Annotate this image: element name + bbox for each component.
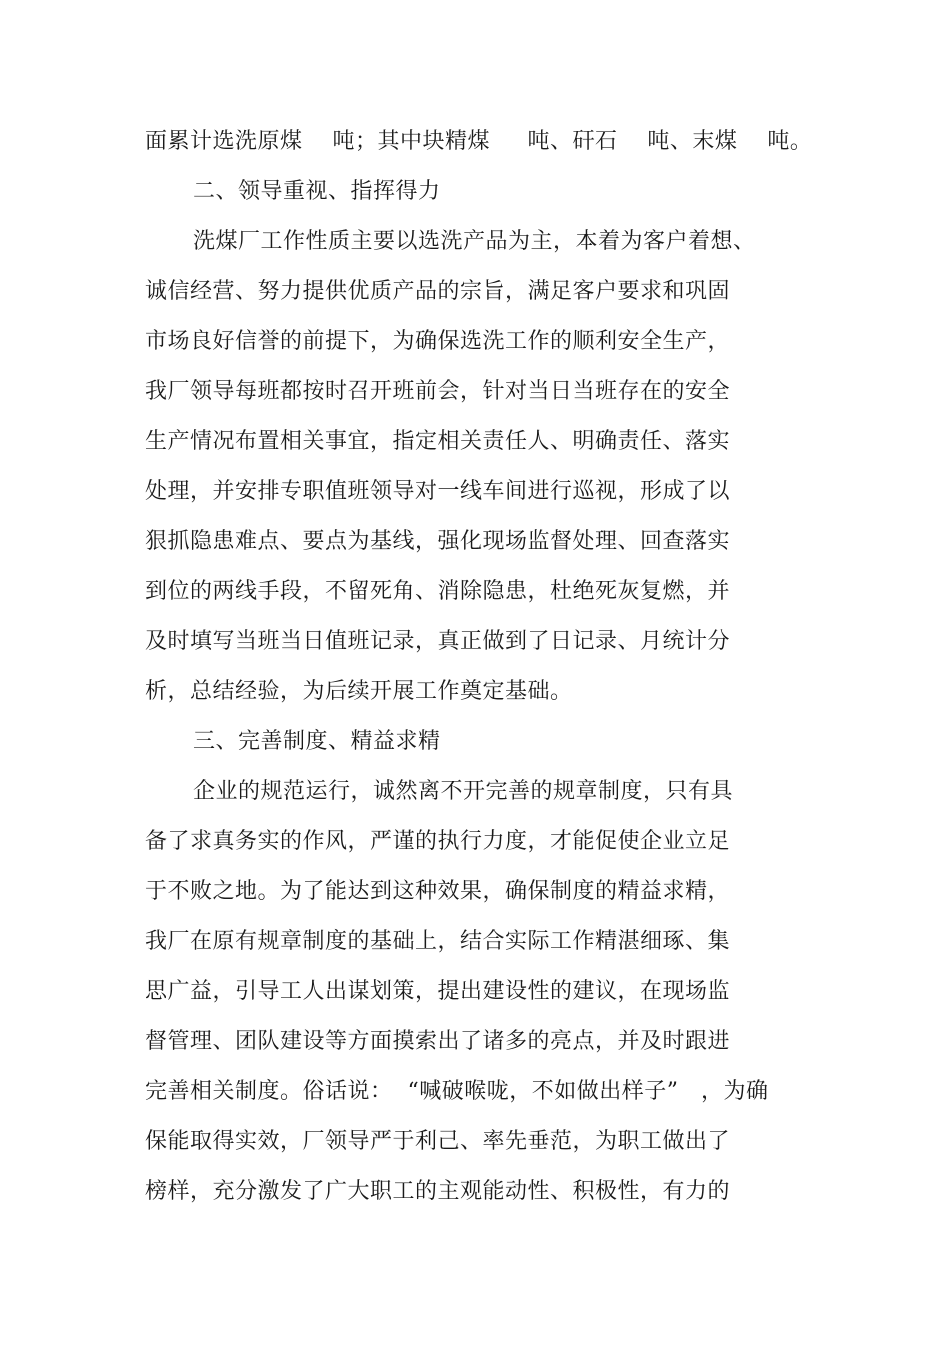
text-line: 析，总结经验，为后续开展工作奠定基础。 [145,679,573,704]
text-line: 我厂在原有规章制度的基础上，结合实际工作精湛细琢、集 [145,929,731,954]
text-line: 于不败之地。为了能达到这种效果，确保制度的精益求精， [145,879,731,904]
text-line: 督管理、团队建设等方面摸索出了诸多的亮点，并及时跟进 [145,1029,731,1054]
text-line: 保能取得实效，厂领导严于利己、率先垂范，为职工做出了 [145,1129,731,1154]
text-line: 到位的两线手段，不留死角、消除隐患，杜绝死灰复燃，并 [145,579,731,604]
text-line: 企业的规范运行，诚然离不开完善的规章制度，只有具 [193,779,734,804]
section-heading: 二、领导重视、指挥得力 [193,179,441,204]
text-line: 生产情况布置相关事宜，指定相关责任人、明确责任、落实 [145,429,731,454]
text-line: 及时填写当班当日值班记录，真正做到了日记录、月统计分 [145,629,731,654]
text-line: 备了求真务实的作风，严谨的执行力度，才能促使企业立足 [145,829,731,854]
text-line: 诚信经营、努力提供优质产品的宗旨，满足客户要求和巩固 [145,279,731,304]
text-line: 狠抓隐患难点、要点为基线，强化现场监督处理、回查落实 [145,529,731,554]
text-line: 思广益，引导工人出谋划策，提出建设性的建议，在现场监 [145,979,731,1004]
section-heading: 三、完善制度、精益求精 [193,729,441,754]
text-line: 榜样，充分激发了广大职工的主观能动性、积极性，有力的 [145,1179,731,1204]
text-line: 洗煤厂工作性质主要以选洗产品为主，本着为客户着想、 [193,229,756,254]
text-line: 完善相关制度。俗话说： “喊破喉咙，不如做出样子” ，为确 [145,1079,769,1104]
text-line: 面累计选洗原煤 吨；其中块精煤 吨、矸石 吨、末煤 吨。 [145,129,813,154]
text-line: 我厂领导每班都按时召开班前会，针对当日当班存在的安全 [145,379,731,404]
text-line: 市场良好信誉的前提下，为确保选洗工作的顺利安全生产， [145,329,731,354]
text-line: 处理，并安排专职值班领导对一线车间进行巡视，形成了以 [145,479,731,504]
